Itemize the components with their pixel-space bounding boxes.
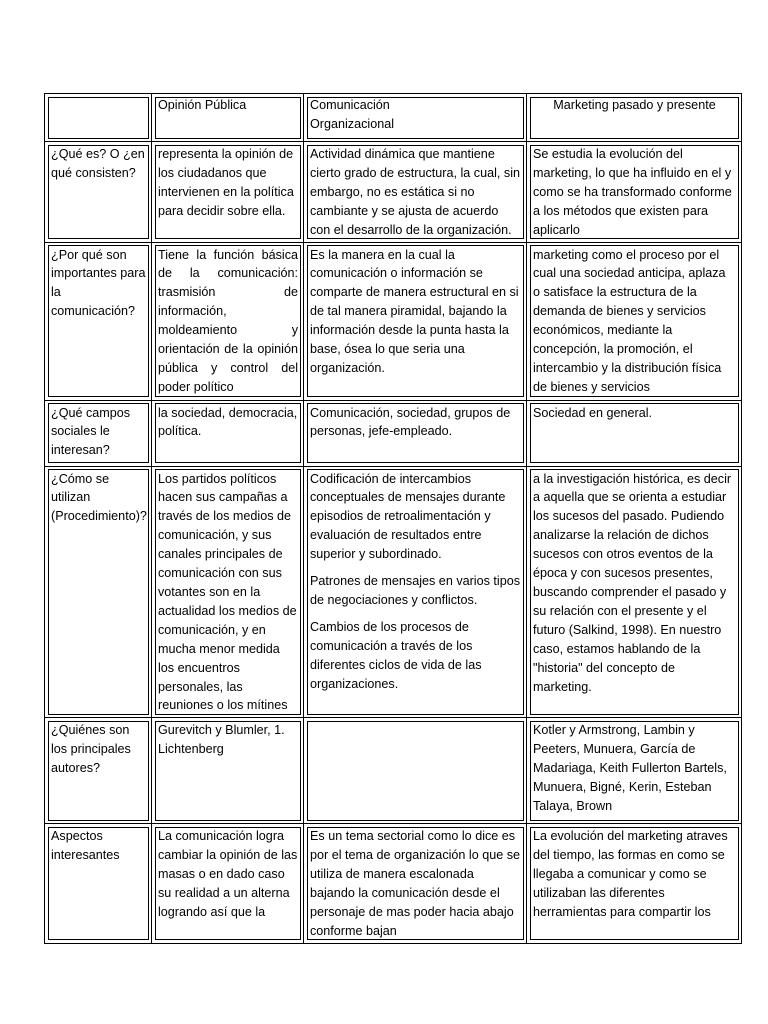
cell-opinion-campos: la sociedad, democracia, política. — [152, 400, 304, 466]
cell-comunicacion-campos: Comunicación, sociedad, grupos de personas, jefe-empleado. — [304, 400, 527, 466]
row-label-aspectos: Aspectos interesantes — [45, 824, 152, 943]
cell-marketing-autores: Kotler y Armstrong, Lambin y Peeters, Munuera, García de Madariaga, Keith Fullerton Bartels, Munuera, Bigné, Kerin, Esteban Talaya, Brown — [527, 718, 742, 824]
header-marketing: Marketing pasado y presente — [527, 94, 742, 142]
cell-opinion-aspectos: La comunicación logra cambiar la opinión de las masas o en dado caso su realidad a un alterna logrando así que la — [152, 824, 304, 943]
como-paragraph-2: Patrones de mensajes en varios tipos de negociaciones y conflictos. — [310, 574, 521, 607]
table-row-campos — [45, 400, 742, 466]
como-paragraph-3: Cambios de los procesos de comunicación a través de los diferentes ciclos de vida de las organizaciones. — [310, 619, 482, 691]
header-opinion-publica: Opinión Pública — [152, 94, 304, 142]
row-label-por-que: ¿Por qué son importantes para la comunicación? — [45, 242, 152, 400]
row-label-que-es: ¿Qué es? O ¿en qué consisten? — [45, 142, 152, 243]
cell-comunicacion-por-que: Es la manera en la cual la comunicación o información se comparte de manera estructural en si de tal manera piramidal, bajando la información desde la punta hasta la base, ósea lo que seria una organización. — [304, 242, 527, 400]
row-label-como: ¿Cómo se utilizan (Procedimiento)? — [45, 466, 152, 718]
table-row-por-que — [45, 242, 742, 400]
header-cell-empty — [45, 94, 152, 142]
header-row — [45, 94, 742, 142]
table-row-que-es — [45, 142, 742, 243]
cell-comunicacion-aspectos: Es un tema sectorial como lo dice es por el tema de organización lo que se utiliza de manera escalonada bajando la comunicación desde el personaje de mas poder hacia abajo conforme bajan — [304, 824, 527, 943]
cell-marketing-que-es: Se estudia la evolución del marketing, lo que ha influido en el y como se ha transformado conforme a los métodos que existen para aplicarlo — [527, 142, 742, 243]
cell-comunicacion-que-es: Actividad dinámica que mantiene cierto grado de estructura, la cual, sin embargo, no es estática si no cambiante y se ajusta de acuerdo con el desarrollo de la organización. — [304, 142, 527, 243]
cell-opinion-como: Los partidos políticos hacen sus campañas a través de los medios de comunicación, y sus canales principales de comunicación con sus votantes son en la actualidad los medios de comunicación, y en mucha menor medida los encuentros personales, las reuniones o los mítines — [152, 466, 304, 718]
cell-marketing-campos: Sociedad en general. — [527, 400, 742, 466]
comparison-table — [44, 93, 742, 944]
table-row-como — [45, 466, 742, 718]
cell-marketing-como: a la investigación histórica, es decir a aquella que se orienta a estudiar los sucesos del pasado. Pudiendo analizarse la relación de dichos sucesos con otros eventos de la época y con sucesos presentes, buscando comprender el pasado y su relación con el presente y el futuro (Salkind, 1998). En nuestro caso, estamos hablando de la "historia" del concepto de marketing. — [527, 466, 742, 718]
table-row-autores — [45, 718, 742, 824]
header-comunicacion-organizacional: Comunicación Organizacional — [304, 94, 527, 142]
cell-comunicacion-autores — [304, 718, 527, 824]
como-paragraph-1: Codificación de intercambios conceptuales de mensajes durante episodios de retroalimentación y evaluación de resultados entre superior y subordinado. — [310, 471, 506, 562]
row-label-campos: ¿Qué campos sociales le interesan? — [45, 400, 152, 466]
cell-opinion-que-es: representa la opinión de los ciudadanos que intervienen en la política para decidir sobre ella. — [152, 142, 304, 243]
cell-marketing-aspectos: La evolución del marketing atraves del tiempo, las formas en como se llegaba a comunicar y como se utilizaban las diferentes herramientas para compartir los — [527, 824, 742, 943]
row-label-autores: ¿Quiénes son los principales autores? — [45, 718, 152, 824]
cell-comunicacion-como — [304, 466, 527, 718]
cell-marketing-por-que: marketing como el proceso por el cual una sociedad anticipa, aplaza o satisface la estructura de la demanda de bienes y servicios económicos, mediante la concepción, la promoción, el intercambio y la distribución física de bienes y servicios — [527, 242, 742, 400]
cell-opinion-autores: Gurevitch y Blumler, 1. Lichtenberg — [152, 718, 304, 824]
table-row-aspectos — [45, 824, 742, 943]
cell-opinion-por-que: Tiene la función básica de la comunicación: trasmisión de información, moldeamiento y orientación de la opinión pública y control del poder político — [152, 242, 304, 400]
